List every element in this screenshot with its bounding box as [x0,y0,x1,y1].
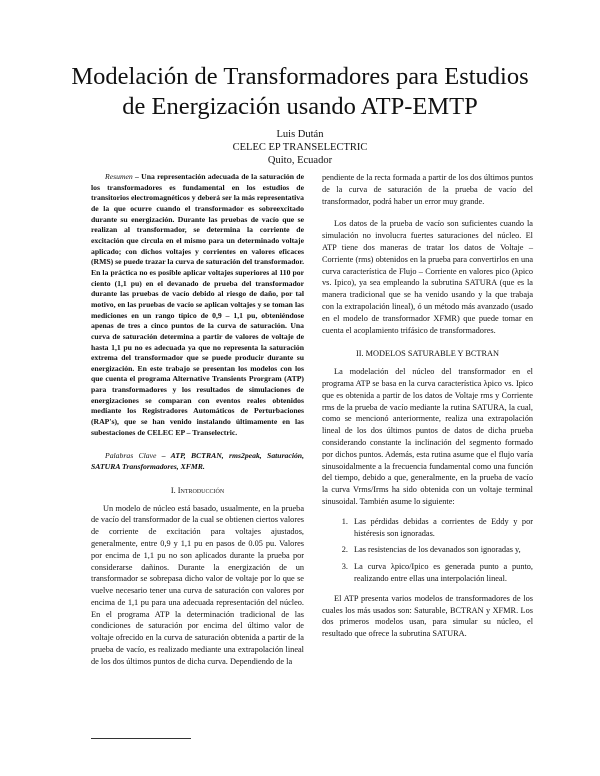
list-item: 2. Las resistencias de los devanados son ignoradas y, [350,544,533,556]
list-item: 3. La curva λpico/Ipico es generada punto a punto, realizando entre ellas una interpolación lineal. [350,561,533,585]
author-name: Luis Dután [276,129,324,140]
author-block [150,128,450,167]
author-location: Quito, Ecuador [267,155,333,166]
section-heading-introduction [91,485,304,497]
section-heading-models: II. MODELOS SATURABLE Y BCTRAN [356,349,499,359]
keywords-label: Palabras Clave [105,451,157,461]
keywords-text: – ATP, BCTRAN, rms2peak, Saturación, SATURA Transformadores, XFMR. [91,451,304,472]
data-paragraph: Los datos de la prueba de vacío son suficientes cuando la simulación no involucra fuertes saturaciones del núcleo. El ATP tiene dos maneras de tratar los datos de Voltaje – Corriente (rms) obtenidos en la prueba para convertirlos en una curva característica de Flujo – Corriente en valores pico (λpico vs. Ipico), ya sea empleando la subrutina SATURA (que es la manera tradicional que se ha venido usando y la que trabaja con la extrapolación lineal), ó un método más avanzado (usado en el modelo de transformador XFMR) que puede tomar en cuenta el acoplamiento trifásico de transformadores. [322,219,533,335]
title-line-2: de Energización usando ATP-EMTP [122,93,478,120]
abstract [91,172,304,438]
list-item: 1. Las pérdidas debidas a corrientes de Eddy y por histéresis son ignoradas. [350,516,533,540]
assumptions-list [322,516,533,585]
continuation-paragraph: pendiente de la recta formada a partir de los dos últimos puntos de la curva de saturación de la prueba de vacío del transformador, podrá haber un error muy grande. [322,173,533,206]
abstract-text: – Una representación adecuada de la saturación de los transformadores es fundamental en los estudios de transitorios electromagnéticos y deberá ser la más representativa de la que ocurre cuando el transformador es sobreexcitado durante su energización. Durante las pruebas de vacío que se realizan al transformador, se determina la corriente de excitación que circula en el mismo para un determinado voltaje aplicado; con dichos voltajes y corrientes en valores eficaces (RMS) se puede trazar la curva de saturación del transformador. En la práctica no es posible aplicar voltajes superiores al 110 por ciento (1,1 pu) en el devanado de prueba del transformador durante las pruebas de vacío debido al riesgo de daño, por tal motivo, en las pruebas de vacío se aplican voltajes y se toman las mediciones en un rango típico de 0,9 – 1,1 pu, obteniéndose apenas de tres a cinco puntos de la curva de saturación. Una curva de saturación determina a partir de valores de voltaje de hasta 1,1 pu no es adecuada ya que no representa la saturación extrema del transformador que se puede producir durante su energización. En este trabajo se presentan los modelos con los que cuenta el programa Alternative Transients Prorgram (ATP) para transformadores y los resultados de simulaciones de energizaciones se comparan con eventos reales obtenidos mediante los Registradores Automáticos de Perturbaciones (RAP's), que se han venido instalando últimamente en las subestaciones de CELEC EP – Transelectric. [91,172,304,437]
title-line-1: Modelación de Transformadores para Estudios [71,63,529,90]
author-organization: CELEC EP TRANSELECTRIC [232,142,368,153]
abstract-label: Resumen [105,172,133,181]
left-column [91,172,304,668]
models-paragraph: La modelación del núcleo del transformador en el programa ATP se basa en la curva característica λpico vs. Ipico que es obtenida a partir de los datos de Voltaje rms y Corriente rms de la prueba de vacío mediante la rutina SATURA, la cual, como se mencionó anteriormente, realiza una extrapolación lineal de los dos últimos puntos de datos de dicha prueba considerando constante la inclinación del segmento formado por dichos puntos. Además, esta rutina asume que el flujo varía sinusoidalmente a la frecuencia fundamental como una función del tiempo, debido a que, generalmente, en la prueba de vacío la curva Vrms/Irms ha sido obtenida con un voltaje terminal sinusoidal. También asume lo siguiente: [322,367,533,506]
atp-models-paragraph: El ATP presenta varios modelos de transformadores de los cuales los más usados son: Saturable, BCTRAN y XFMR. Los dos primeros modelos usan, para simular su núcleo, el resultado que ofrece la subrutina SATURA. [322,593,533,639]
footnote-rule [91,738,191,739]
keywords [91,451,304,472]
paper-title [40,62,560,122]
introduction-paragraph: Un modelo de núcleo está basado, usualmente, en la prueba de vacío del transformador de la cual se obtienen ciertos valores de corriente de excitación para voltajes ajustados, generalmente, entre 0,9 y 1,1 pu en pasos de 0.05 pu. Valores por encima de 1,1 pu no son aplicados durante la prueba por considerarse dañinos. Durante la energización de un transformador se sobrepasa dicho valor de voltaje por lo que se vuelve necesario tener una curva de saturación con valores por encima de 1,1 pu para una adecuada representación del núcleo. En el programa ATP la determinación tradicional de las condiciones de saturación por encima del último valor de voltaje ofrecido en la curva de saturación obtenida a partir de la prueba de vacío, es realizado mediante una extrapolación lineal de los dos últimos puntos de dicha curva. Dependiendo de la [91,503,304,666]
right-column [322,172,533,640]
section-heading-text: I. Introducción [170,485,225,495]
